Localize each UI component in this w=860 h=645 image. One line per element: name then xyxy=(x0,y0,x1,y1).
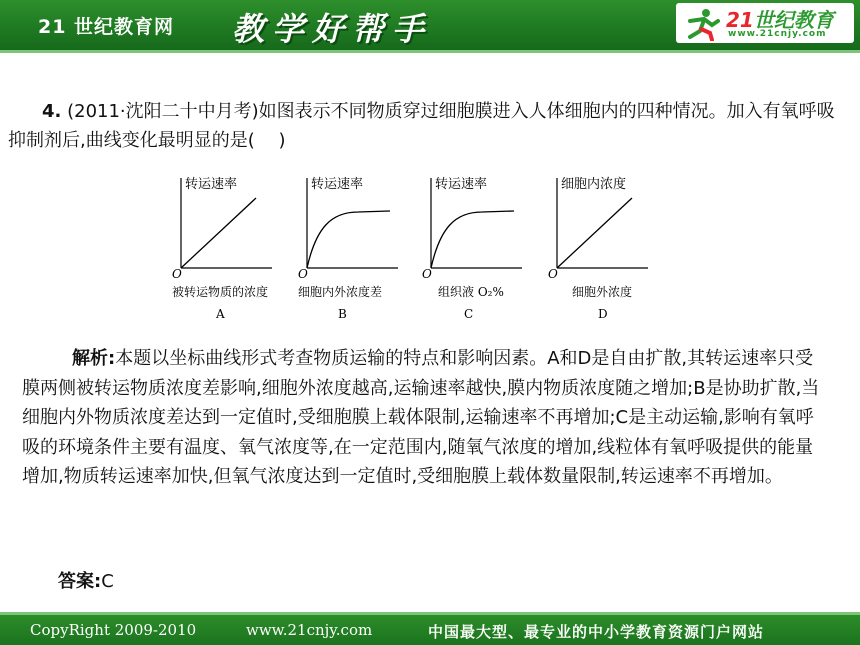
graph-c-x-label: 组织液 O₂% xyxy=(438,285,504,299)
site-name: 21 世纪教育网 xyxy=(38,16,175,38)
graph-d-x-label: 细胞外浓度 xyxy=(572,285,633,299)
graph-C xyxy=(422,176,522,321)
graph-b-letter: B xyxy=(338,307,347,321)
question-body: (2011·沈阳二十中月考)如图表示不同物质穿过细胞膜进入人体细胞内的四种情况。加入有氧呼吸抑制剂后,曲线变化最明显的是( ) xyxy=(8,101,835,151)
graph-B xyxy=(298,176,398,321)
graph-a-curve xyxy=(181,198,256,268)
footer-tagline: 中国最大型、最专业的中小学教育资源门户网站 xyxy=(428,623,765,641)
runner-icon xyxy=(682,7,722,41)
graph-a-y-label: 转运速率 xyxy=(185,177,238,192)
footer-banner xyxy=(0,615,860,645)
graph-b-origin: O xyxy=(298,267,308,281)
graph-d-origin: O xyxy=(548,267,558,281)
analysis-paragraph xyxy=(22,344,822,492)
graph-A xyxy=(172,176,272,321)
footer-url[interactable]: www.21cnjy.com xyxy=(246,621,373,639)
graph-d-curve xyxy=(557,198,632,268)
graph-d-letter: D xyxy=(598,307,608,321)
graph-D xyxy=(548,176,648,321)
header-banner xyxy=(0,0,860,50)
logo-url: www.21cnjy.com xyxy=(728,29,827,39)
graph-b-x-label: 细胞内外浓度差 xyxy=(298,285,383,299)
answer-line xyxy=(58,567,114,593)
footer-copyright: CopyRight 2009-2010 xyxy=(30,621,197,639)
graph-c-letter: C xyxy=(464,307,474,321)
graph-d-y-label: 细胞内浓度 xyxy=(561,177,627,192)
analysis-label: 解析: xyxy=(72,348,116,369)
graph-b-curve xyxy=(307,211,390,268)
graph-a-letter: A xyxy=(216,307,225,321)
graph-c-origin: O xyxy=(422,267,432,281)
question-number: 4. xyxy=(42,101,62,122)
header-divider xyxy=(0,50,860,53)
slogan: 教学好帮手 xyxy=(232,10,433,48)
site-logo[interactable] xyxy=(676,3,854,43)
graph-a-origin: O xyxy=(172,267,182,281)
question-text xyxy=(8,97,846,155)
graph-figure xyxy=(160,168,680,333)
graph-b-y-label: 转运速率 xyxy=(311,177,364,192)
graph-c-curve xyxy=(431,211,514,268)
answer-value: C xyxy=(101,571,114,592)
graph-panel xyxy=(160,168,680,333)
analysis-body: 本题以坐标曲线形式考查物质运输的特点和影响因素。A和D是自由扩散,其转运速率只受膜两侧被转运物质浓度差影响,细胞外浓度越高,运输速率越快,膜内物质浓度随之增加;B是协助扩散,当细胞内外物质浓度差达到一定值时,受细胞膜上载体限制,运输速率不再增加;C是主动运输,影响有氧呼吸的环境条件主要有温度、氧气浓度等,在一定范围内,随氧气浓度的增加,线粒体有氧呼吸提供的能量增加,物质转运速率加快,但氧气浓度达到一定值时,受细胞膜上载体数量限制,转运速率不再增加。 xyxy=(22,348,820,487)
logo-brand: 21世纪教育 xyxy=(726,8,834,32)
answer-label: 答案: xyxy=(58,571,102,592)
graph-c-y-label: 转运速率 xyxy=(435,177,488,192)
graph-a-x-label: 被转运物质的浓度 xyxy=(172,285,269,299)
